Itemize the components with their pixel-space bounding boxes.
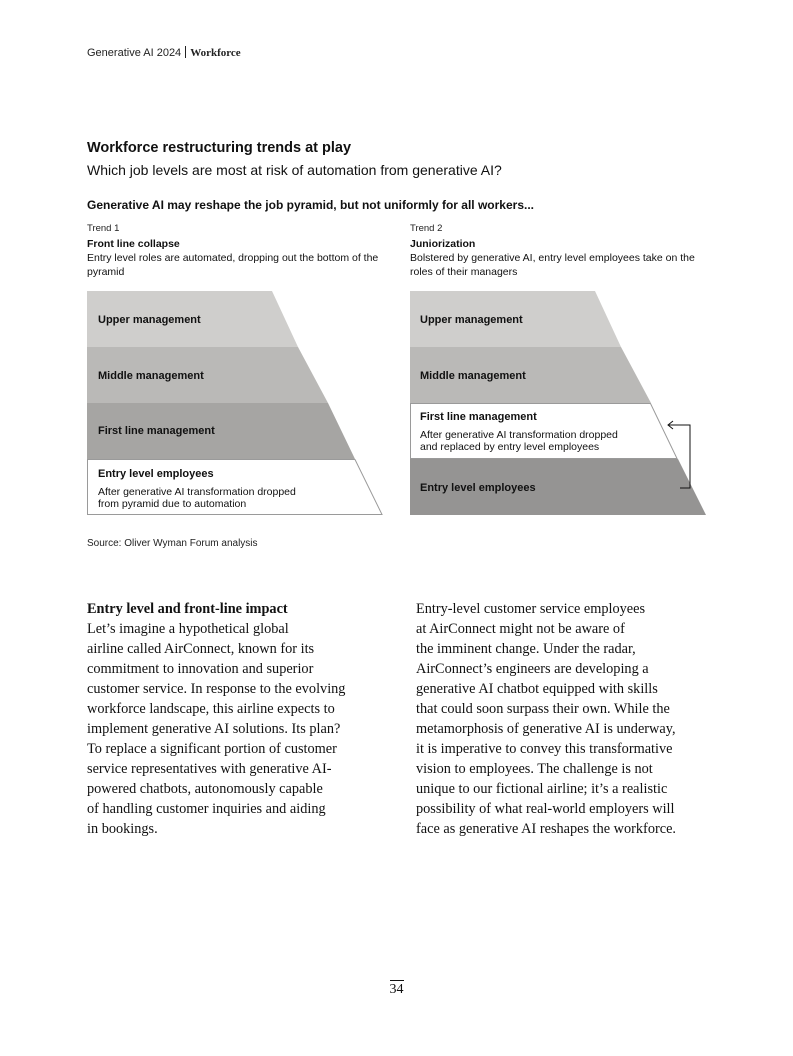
figure-source: Source: Oliver Wyman Forum analysis <box>87 538 258 549</box>
article-line: implement generative AI solutions. Its plan? <box>87 721 341 737</box>
pyramid2-first-line-label: First line management <box>420 411 537 423</box>
article-right-text <box>416 599 716 839</box>
page-number-value: 34 <box>389 982 404 997</box>
article-line: AirConnect’s engineers are developing a <box>416 661 649 677</box>
article-line: service representatives with generative AI- <box>87 761 332 777</box>
pyramid1-entry-note-line2: from pyramid due to automation <box>98 498 247 510</box>
article-line: powered chatbots, autonomously capable <box>87 781 323 797</box>
page-number <box>0 982 793 998</box>
article-line: at AirConnect might not be aware of <box>416 621 625 637</box>
article-line: customer service. In response to the evolving <box>87 681 346 697</box>
article-line: workforce landscape, this airline expects to <box>87 701 335 717</box>
article-line: commitment to innovation and superior <box>87 661 314 677</box>
trend1-description: Entry level roles are automated, dropping out the bottom of the pyramid <box>87 252 379 278</box>
article-line: it is imperative to convey this transformative <box>416 741 673 757</box>
article-line: Let’s imagine a hypothetical global <box>87 621 289 637</box>
trend2-name: Juniorization <box>410 238 476 250</box>
article-line: face as generative AI reshapes the workforce. <box>416 821 676 837</box>
article-line: metamorphosis of generative AI is underway, <box>416 721 676 737</box>
article-line: airline called AirConnect, known for its <box>87 641 315 657</box>
article-line: generative AI chatbot equipped with skills <box>416 681 658 697</box>
report-name: Generative AI 2024 <box>87 47 182 59</box>
article-heading: Entry level and front-line impact <box>87 601 288 617</box>
running-header <box>87 46 241 59</box>
article-line: vision to employees. The challenge is not <box>416 761 653 777</box>
pyramid2-entry-label: Entry level employees <box>420 482 536 494</box>
article-line: To replace a significant portion of customer <box>87 741 337 757</box>
article-left-text <box>87 619 387 839</box>
article-line: unique to our fictional airline; it’s a realistic <box>416 781 668 797</box>
trend1-label: Trend 1 <box>87 223 120 234</box>
section-name: Workforce <box>190 47 241 59</box>
article-left-column <box>87 599 387 839</box>
pyramid1-first-line-label: First line management <box>98 425 215 437</box>
trend2-description: Bolstered by generative AI, entry level employees take on the roles of their managers <box>410 252 695 278</box>
article-right-column <box>416 599 716 839</box>
trend1-name: Front line collapse <box>87 238 180 250</box>
pyramid2-upper-label: Upper management <box>420 314 523 326</box>
article-line: the imminent change. Under the radar, <box>416 641 636 657</box>
article-line: Entry-level customer service employees <box>416 601 646 617</box>
pyramid1-upper-label: Upper management <box>98 314 201 326</box>
pyramid1-entry-note-line1: After generative AI transformation dropped <box>98 486 296 498</box>
header-divider <box>185 46 186 58</box>
article-line: of handling customer inquiries and aiding <box>87 801 326 817</box>
trend2-label: Trend 2 <box>410 223 443 234</box>
article-line: in bookings. <box>87 821 158 837</box>
pyramid1-middle-label: Middle management <box>98 370 204 382</box>
article-line: that could soon surpass their own. While the <box>416 701 670 717</box>
figure-title: Workforce restructuring trends at play <box>87 140 352 156</box>
pyramid2-middle-label: Middle management <box>420 370 526 382</box>
figure-subtitle: Which job levels are most at risk of automation from generative AI? <box>87 162 502 178</box>
article-line: possibility of what real-world employers will <box>416 801 675 817</box>
pyramid2-first-line-note-line2: and replaced by entry level employees <box>420 441 600 453</box>
figure-headline: Generative AI may reshape the job pyramid, but not uniformly for all workers... <box>87 198 534 212</box>
pyramid1-entry-label: Entry level employees <box>98 468 214 480</box>
pyramid2-first-line-note-line1: After generative AI transformation dropped <box>420 429 618 441</box>
